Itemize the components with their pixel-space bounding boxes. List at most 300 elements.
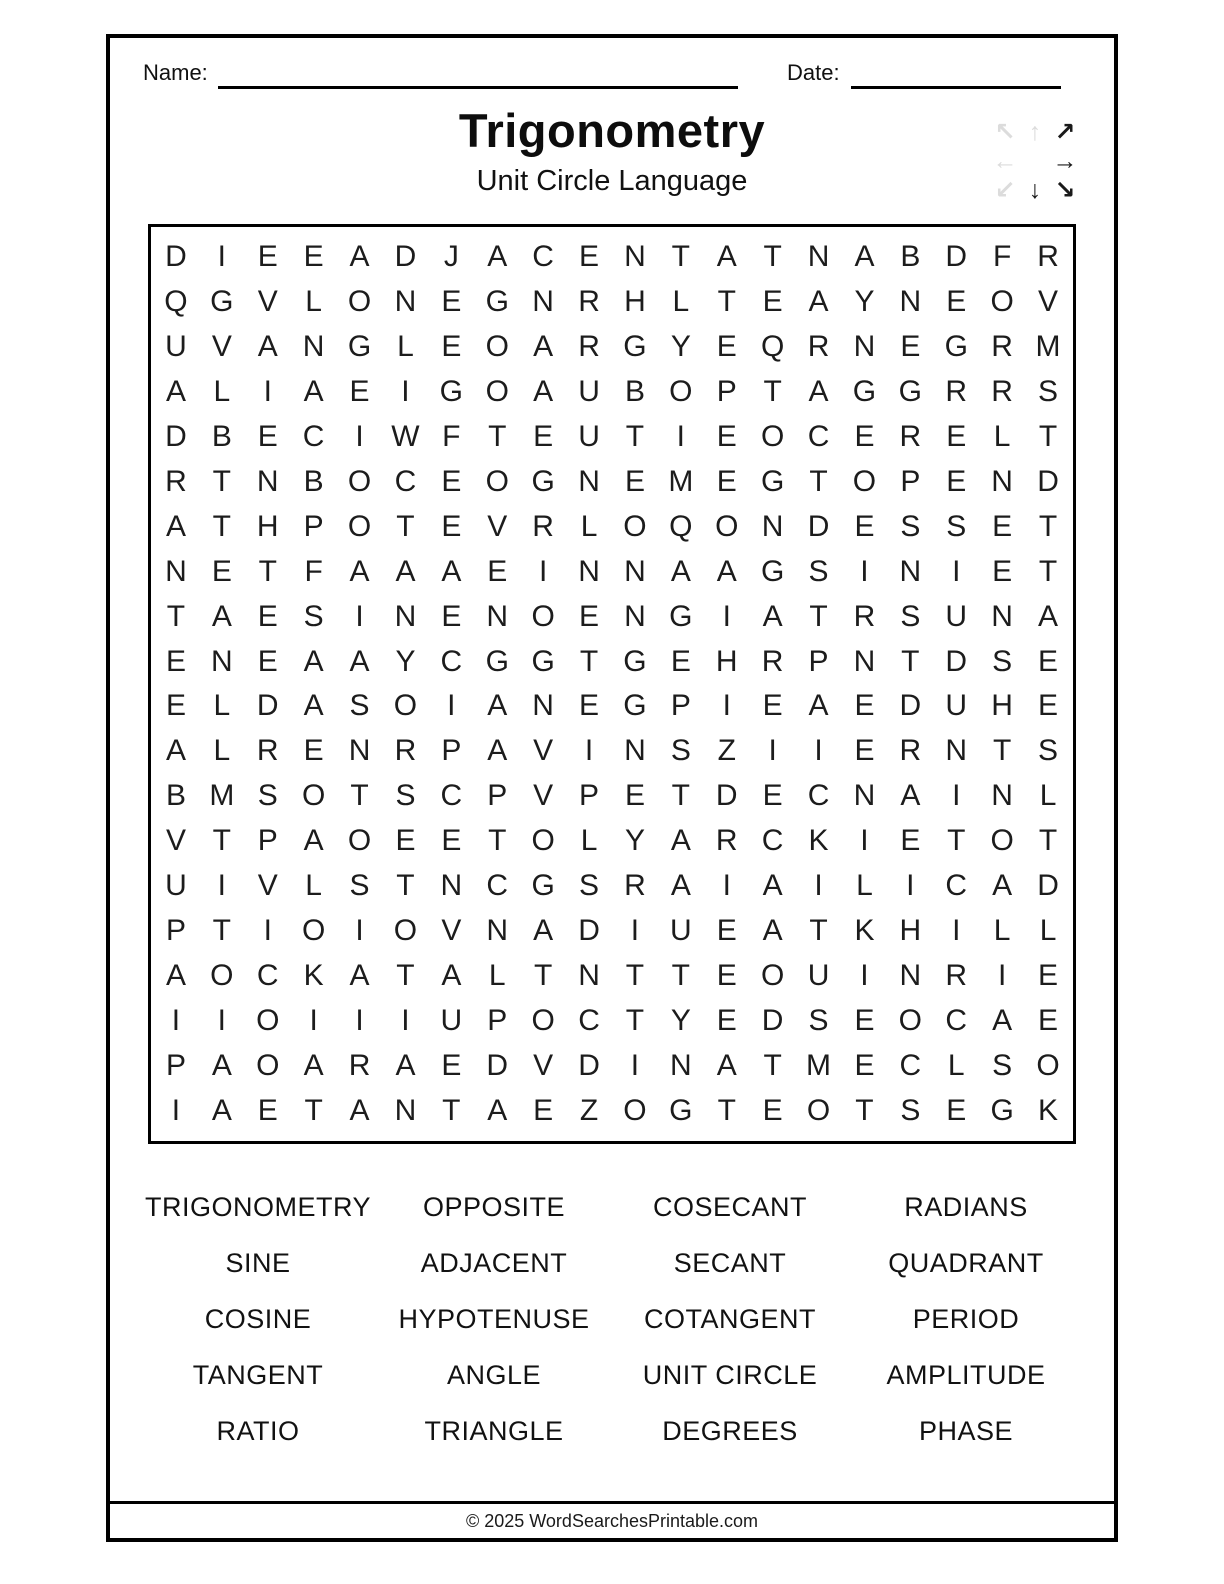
grid-letter: A [487, 734, 508, 768]
grid-letter: I [217, 240, 227, 274]
grid-letter: T [625, 420, 645, 454]
grid-letter: I [676, 420, 686, 454]
word-list-item: UNIT CIRCLE [642, 1359, 818, 1390]
word-list-item: TRIGONOMETRY [144, 1191, 371, 1222]
grid-letter: R [394, 734, 417, 768]
grid-letter: N [578, 554, 600, 588]
grid-letter: Y [624, 824, 645, 858]
word-list-item: SINE [225, 1247, 291, 1278]
grid-letter: A [900, 779, 921, 813]
grid-letter: E [670, 644, 691, 678]
grid-letter: O [852, 464, 877, 498]
arrow-down-icon: ↓ [1028, 176, 1042, 204]
grid-letter: O [531, 599, 555, 633]
grid-letter: I [630, 913, 640, 947]
grid-letter: N [991, 779, 1013, 813]
grid-letter: L [580, 509, 598, 543]
grid-letter: C [945, 869, 968, 903]
grid-letter: R [899, 420, 922, 454]
grid-letter: V [165, 824, 186, 858]
grid-letter: N [624, 734, 646, 768]
grid-letter: N [302, 330, 325, 364]
grid-letter: E [1038, 958, 1059, 992]
grid-letter: C [256, 958, 279, 992]
grid-letter: C [440, 779, 463, 813]
grid-letter: O [531, 1003, 555, 1037]
grid-letter: S [946, 509, 967, 543]
grid-letter: R [945, 958, 968, 992]
grid-letter: O [623, 1093, 647, 1127]
grid-letter: R [991, 375, 1013, 409]
grid-letter: A [349, 644, 370, 678]
grid-letter: R [578, 330, 600, 364]
grid-letter: E [579, 240, 600, 274]
grid-letter: R [899, 734, 922, 768]
grid-letter: T [258, 554, 277, 588]
grid-letter: E [441, 1048, 462, 1082]
grid-letter: I [860, 958, 869, 992]
grid-letter: L [213, 689, 231, 723]
grid-letter: R [1037, 240, 1059, 274]
grid-letter: O [806, 1093, 831, 1127]
grid-letter: N [899, 285, 922, 319]
grid-letter: A [165, 375, 186, 409]
grid-letter: S [808, 554, 829, 588]
grid-letter: D [1037, 464, 1059, 498]
grid-letter: N [394, 285, 417, 319]
arrow-down-left-icon: ↙ [994, 176, 1016, 204]
grid-letter: E [303, 240, 324, 274]
grid-letter: U [945, 599, 968, 633]
grid-letter: N [165, 554, 187, 588]
grid-letter: T [855, 1093, 874, 1127]
grid-letter: I [814, 734, 823, 768]
grid-letter: I [997, 958, 1007, 992]
grid-letter: E [1038, 689, 1059, 723]
grid-letter: E [624, 779, 645, 813]
grid-letter: N [899, 958, 922, 992]
grid-letter: O [210, 958, 234, 992]
grid-letter: T [442, 1093, 461, 1127]
grid-letter: D [165, 420, 187, 454]
word-list-item: COTANGENT [644, 1303, 816, 1334]
arrow-up-right-icon: ↗ [1054, 118, 1076, 146]
grid-letter: I [906, 869, 915, 903]
grid-letter: I [538, 554, 548, 588]
grid-letter: P [900, 464, 921, 498]
grid-letter: P [487, 779, 508, 813]
grid-letter: N [486, 599, 509, 633]
grid-letter: C [532, 240, 554, 274]
grid-letter: G [623, 644, 647, 678]
grid-letter: A [762, 913, 783, 947]
grid-letter: T [488, 420, 507, 454]
grid-letter: L [305, 869, 322, 903]
grid-letter: N [807, 240, 830, 274]
grid-letter: T [1038, 509, 1058, 543]
grid-letter: E [624, 464, 645, 498]
grid-letter: E [257, 1093, 278, 1127]
word-list-item: ANGLE [446, 1359, 542, 1390]
grid-letter: S [992, 1048, 1013, 1082]
grid-letter: U [670, 913, 692, 947]
grid-letter: D [165, 240, 187, 274]
grid-letter: G [347, 330, 372, 364]
grid-letter: B [900, 240, 921, 274]
grid-letter: D [394, 240, 417, 274]
grid-letter: S [303, 599, 324, 633]
grid-letter: E [441, 824, 462, 858]
grid-letter: E [992, 554, 1013, 588]
grid-letter: G [669, 1093, 693, 1127]
arrow-left-icon: ← [992, 147, 1018, 175]
grid-letter: N [440, 869, 463, 903]
grid-letter: G [485, 285, 509, 319]
grid-letter: A [716, 1048, 737, 1082]
grid-letter: P [808, 644, 829, 678]
grid-letter: T [579, 644, 599, 678]
grid-letter: T [350, 779, 369, 813]
grid-letter: D [899, 689, 922, 723]
arrow-right-icon: → [1052, 147, 1078, 175]
grid-letter: Y [854, 285, 875, 319]
grid-letter: A [303, 1048, 324, 1082]
grid-letter: Z [717, 734, 736, 768]
grid-letter: P [165, 913, 186, 947]
grid-letter: O [485, 330, 509, 364]
word-list-item: OPPOSITE [422, 1191, 566, 1222]
grid-letter: T [396, 869, 415, 903]
grid-letter: H [624, 285, 646, 319]
grid-letter: A [303, 644, 324, 678]
grid-letter: N [761, 509, 784, 543]
grid-letter: A [716, 240, 737, 274]
grid-letter: T [717, 1093, 736, 1127]
grid-letter: L [1039, 913, 1057, 947]
grid-letter: U [578, 375, 600, 409]
grid-letter: G [944, 330, 968, 364]
grid-letter: N [348, 734, 371, 768]
grid-letter: S [349, 869, 370, 903]
grid-letter: I [952, 913, 961, 947]
grid-letter: P [716, 375, 737, 409]
grid-letter: T [304, 1093, 323, 1127]
grid-letter: R [761, 644, 784, 678]
grid-letter: P [165, 1048, 186, 1082]
word-list-item: HYPOTENUSE [398, 1303, 590, 1334]
grid-letter: E [441, 509, 462, 543]
grid-letter: S [808, 1003, 829, 1037]
grid-letter: C [302, 420, 325, 454]
grid-letter: V [1038, 285, 1059, 319]
grid-letter: G [623, 330, 647, 364]
letter-grid [148, 224, 1076, 1144]
grid-letter: M [806, 1048, 832, 1082]
grid-letter: E [762, 779, 783, 813]
grid-letter: G [439, 375, 464, 409]
grid-letter: E [716, 1003, 737, 1037]
grid-letter: T [396, 958, 415, 992]
grid-letter: O [531, 824, 555, 858]
grid-letter: E [946, 420, 967, 454]
grid-letter: S [670, 734, 691, 768]
grid-letter: H [991, 689, 1013, 723]
grid-letter: I [355, 599, 364, 633]
word-list-item: COSINE [204, 1303, 312, 1334]
word-list-item: RADIANS [904, 1191, 1028, 1222]
grid-letter: I [952, 554, 961, 588]
grid-letter: A [670, 869, 691, 903]
grid-letter: R [991, 330, 1013, 364]
grid-letter: R [348, 1048, 371, 1082]
grid-letter: R [945, 375, 968, 409]
grid-letter: I [814, 869, 823, 903]
grid-letter: E [579, 689, 600, 723]
grid-letter: I [584, 734, 594, 768]
grid-letter: P [670, 689, 691, 723]
grid-letter: R [256, 734, 279, 768]
word-list [140, 1179, 1084, 1459]
grid-letter: A [487, 689, 508, 723]
grid-letter: B [303, 464, 324, 498]
grid-letter: A [808, 375, 829, 409]
grid-letter: U [807, 958, 830, 992]
grid-letter: E [854, 1003, 875, 1037]
grid-letter: N [853, 644, 876, 678]
grid-letter: E [762, 1093, 783, 1127]
grid-letter: A [533, 330, 554, 364]
grid-letter: D [486, 1048, 509, 1082]
grid-letter: T [533, 958, 553, 992]
grid-letter: O [301, 779, 326, 813]
word-list-item: TRIANGLE [424, 1415, 564, 1446]
grid-letter: A [165, 958, 186, 992]
grid-letter: O [347, 464, 372, 498]
grid-letter: T [1038, 554, 1058, 588]
word-list-item: SECANT [673, 1247, 787, 1278]
grid-letter: V [257, 869, 278, 903]
grid-letter: P [487, 1003, 508, 1037]
grid-letter: A [533, 375, 554, 409]
grid-letter: E [441, 285, 462, 319]
grid-letter: U [165, 869, 187, 903]
grid-letter: C [761, 824, 784, 858]
grid-letter: T [1038, 824, 1058, 858]
grid-letter: T [947, 824, 966, 858]
grid-letter: K [808, 824, 829, 858]
grid-letter: E [211, 554, 232, 588]
grid-letter: I [309, 1003, 318, 1037]
grid-letter: N [853, 330, 876, 364]
grid-letter: T [809, 464, 828, 498]
grid-letter: T [992, 734, 1012, 768]
grid-letter: E [257, 644, 278, 678]
word-list-item: TANGENT [192, 1359, 324, 1390]
grid-letter: N [211, 644, 233, 678]
grid-letter: T [901, 644, 920, 678]
grid-letter: A [533, 913, 554, 947]
grid-letter: I [355, 420, 364, 454]
grid-letter: P [579, 779, 600, 813]
grid-letter: A [303, 375, 324, 409]
grid-letter: E [854, 734, 875, 768]
grid-letter: R [165, 464, 187, 498]
grid-letter: I [263, 913, 272, 947]
grid-letter: Z [579, 1093, 599, 1127]
grid-letter: E [900, 824, 921, 858]
grid-letter: R [853, 599, 876, 633]
date-write-line [851, 86, 1061, 89]
grid-letter: G [852, 375, 877, 409]
word-list-item: PHASE [918, 1415, 1014, 1446]
grid-letter: L [213, 734, 231, 768]
grid-letter: M [209, 779, 235, 813]
grid-letter: A [992, 869, 1013, 903]
grid-letter: C [486, 869, 509, 903]
grid-letter: F [992, 240, 1012, 274]
grid-letter: E [854, 420, 875, 454]
grid-letter: O [669, 375, 693, 409]
grid-letter: A [670, 824, 691, 858]
grid-letter: V [211, 330, 232, 364]
grid-letter: R [624, 869, 646, 903]
grid-letter: Q [760, 330, 785, 364]
grid-letter: T [625, 958, 645, 992]
grid-letter: T [763, 240, 782, 274]
grid-letter: N [899, 554, 922, 588]
grid-letter: L [397, 330, 414, 364]
grid-letter: D [256, 689, 279, 723]
grid-letter: T [763, 1048, 782, 1082]
grid-letter: E [257, 240, 278, 274]
grid-letter: L [856, 869, 873, 903]
grid-letter: O [393, 689, 418, 723]
grid-letter: G [669, 599, 693, 633]
grid-letter: A [349, 958, 370, 992]
grid-letter: N [394, 599, 417, 633]
grid-letter: N [624, 599, 646, 633]
grid-letter: S [257, 779, 278, 813]
grid-letter: N [670, 1048, 692, 1082]
grid-letter: H [899, 913, 922, 947]
grid-letter: H [256, 509, 279, 543]
grid-letter: G [623, 689, 647, 723]
grid-letter: S [900, 509, 921, 543]
date-field-label: Date: [787, 60, 840, 85]
grid-letter: U [165, 330, 187, 364]
grid-letter: E [946, 285, 967, 319]
grid-letter: E [946, 464, 967, 498]
grid-letter: A [303, 689, 324, 723]
grid-letter: D [578, 913, 600, 947]
grid-letter: A [303, 824, 324, 858]
grid-letter: K [854, 913, 875, 947]
footer-bar [110, 1501, 1114, 1538]
word-list-item: DEGREES [662, 1415, 798, 1446]
grid-letter: O [347, 824, 372, 858]
grid-letter: O [393, 913, 418, 947]
grid-letter: U [945, 689, 968, 723]
grid-letter: E [257, 599, 278, 633]
grid-letter: K [303, 958, 324, 992]
grid-letter: D [1037, 869, 1059, 903]
grid-letter: E [395, 824, 416, 858]
grid-letter: A [762, 599, 783, 633]
arrow-up-icon: ↑ [1028, 118, 1042, 146]
grid-letter: I [860, 824, 869, 858]
grid-letter: V [533, 734, 554, 768]
grid-letter: A [487, 240, 508, 274]
grid-letter: Q [164, 285, 188, 319]
grid-letter: D [761, 1003, 784, 1037]
grid-letter: A [349, 240, 370, 274]
grid-letter: D [807, 509, 830, 543]
grid-letter: R [807, 330, 830, 364]
grid-letter: I [722, 689, 731, 723]
grid-letter: B [211, 420, 232, 454]
grid-letter: A [211, 1048, 232, 1082]
name-field-label: Name: [143, 60, 208, 85]
grid-letter: E [762, 689, 783, 723]
grid-letter: O [1036, 1048, 1060, 1082]
grid-letter: E [854, 509, 875, 543]
grid-letter: E [1038, 644, 1059, 678]
grid-letter: I [768, 734, 777, 768]
grid-letter: O [715, 509, 739, 543]
grid-letter: M [668, 464, 694, 498]
grid-letter: Q [669, 509, 693, 543]
page-title: Trigonometry [458, 104, 766, 157]
grid-letter: N [853, 779, 876, 813]
grid-letter: E [533, 1093, 554, 1127]
grid-letter: A [992, 1003, 1013, 1037]
grid-letter: E [441, 464, 462, 498]
grid-letter: T [212, 509, 231, 543]
grid-letter: V [533, 779, 554, 813]
grid-letter: L [488, 958, 506, 992]
grid-letter: G [531, 644, 555, 678]
grid-letter: I [447, 689, 456, 723]
grid-letter: T [671, 958, 690, 992]
direction-arrows-icon [990, 118, 1080, 205]
grid-letter: A [349, 554, 370, 588]
grid-letter: I [860, 554, 869, 588]
grid-letter: A [349, 1093, 370, 1127]
grid-letter: A [165, 734, 186, 768]
grid-letter: N [624, 554, 646, 588]
grid-letter: E [1038, 1003, 1059, 1037]
grid-letter: N [991, 464, 1013, 498]
grid-letter: L [672, 285, 690, 319]
grid-letter: E [716, 330, 737, 364]
grid-letter: C [394, 464, 417, 498]
grid-letter: E [257, 420, 278, 454]
grid-letter: A [808, 689, 829, 723]
grid-letter: T [809, 913, 828, 947]
grid-letter: O [990, 285, 1014, 319]
grid-letter: I [722, 599, 731, 633]
grid-letter: A [395, 1048, 416, 1082]
word-list-item: AMPLITUDE [886, 1359, 1046, 1390]
grid-letter: B [624, 375, 645, 409]
grid-letter: F [304, 554, 323, 588]
grid-letter: Y [395, 644, 416, 678]
word-list-item: COSECANT [652, 1191, 808, 1222]
grid-letter: L [580, 824, 598, 858]
grid-letter: I [171, 1093, 181, 1127]
grid-letter: A [211, 1093, 232, 1127]
grid-letter: Y [670, 330, 691, 364]
